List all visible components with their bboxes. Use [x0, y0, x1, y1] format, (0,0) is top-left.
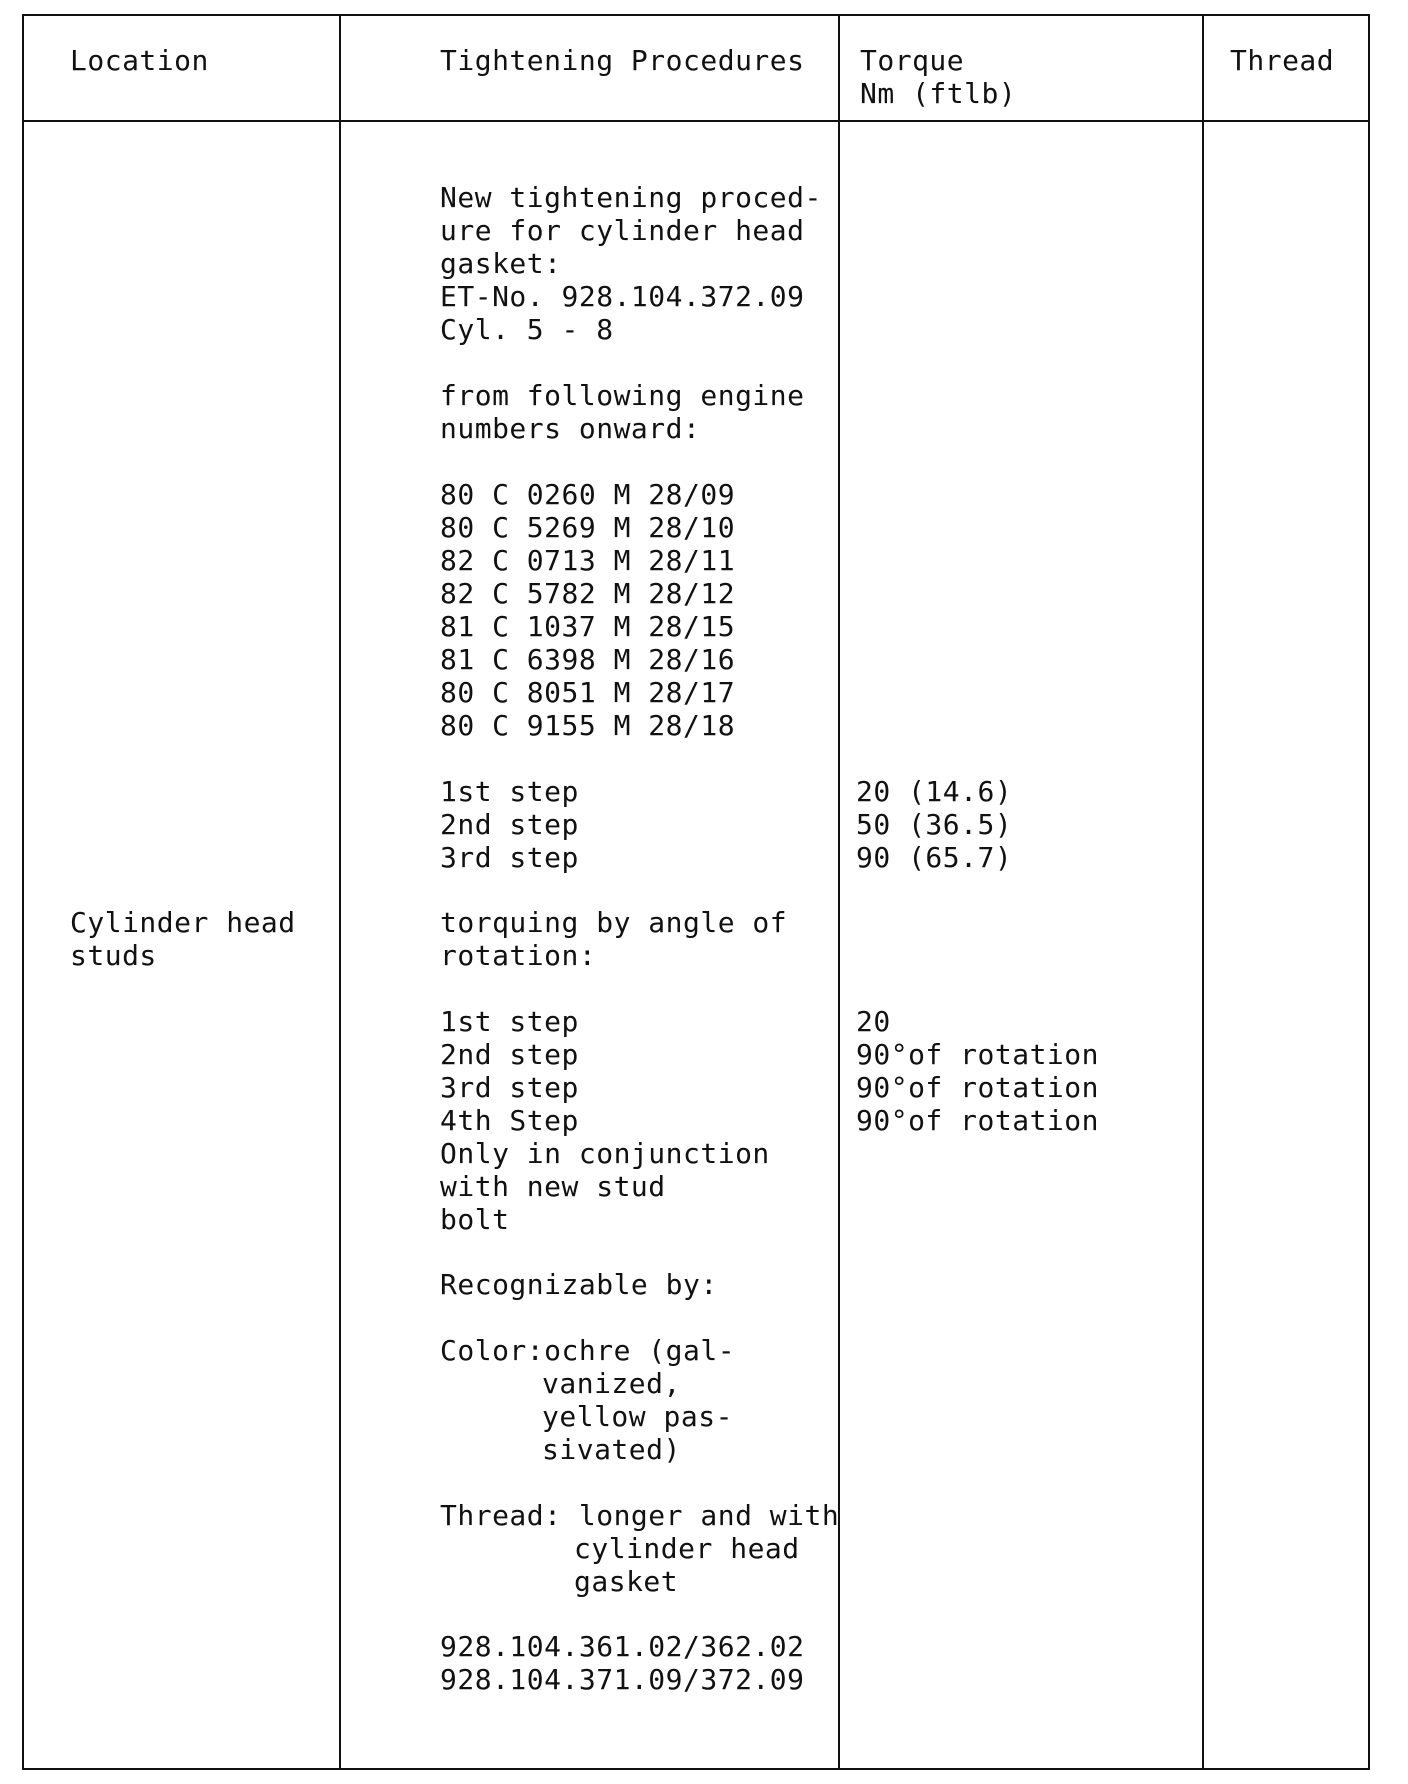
header-thread: Thread	[1230, 44, 1335, 77]
procedure-line: gasket	[574, 1565, 679, 1598]
angle-value-list	[856, 1005, 1099, 1137]
recognizable-label: Recognizable by:	[440, 1268, 718, 1301]
procedure-line: bolt	[440, 1203, 510, 1236]
header-torque	[860, 44, 1016, 110]
engine-number: 82 C 5782 M 28/12	[440, 577, 736, 610]
torque-value: 90 (65.7)	[856, 841, 1013, 874]
angle-heading	[440, 906, 787, 972]
angle-value: 90°of rotation	[856, 1104, 1100, 1137]
procedure-line: cylinder head	[574, 1532, 800, 1565]
torque-step: 1st step	[440, 775, 579, 808]
procedure-line: Color:ochre (gal-	[440, 1334, 736, 1367]
procedure-line: vanized,	[542, 1367, 681, 1400]
engine-number: 81 C 1037 M 28/15	[440, 610, 736, 643]
part-number: 928.104.361.02/362.02	[440, 1630, 805, 1663]
part-number: 928.104.371.09/372.09	[440, 1663, 805, 1696]
procedure-line: torquing by angle of	[440, 906, 788, 939]
location-line: Cylinder head	[70, 906, 296, 939]
angle-step: 3rd step	[440, 1071, 579, 1104]
procedure-line: with new stud	[440, 1170, 666, 1203]
procedure-line: ure for cylinder head	[440, 214, 805, 247]
procedure-line: rotation:	[440, 939, 597, 972]
thread-description	[440, 1499, 839, 1598]
location-line: studs	[70, 939, 157, 972]
angle-step-list	[440, 1005, 770, 1236]
header-torque-line2: Nm (ftlb)	[860, 77, 1017, 110]
procedure-line: numbers onward:	[440, 412, 701, 445]
engine-number: 80 C 5269 M 28/10	[440, 511, 736, 544]
torque-step: 2nd step	[440, 808, 579, 841]
torque-value: 20 (14.6)	[856, 775, 1013, 808]
engine-number: 80 C 0260 M 28/09	[440, 478, 736, 511]
location-cell	[70, 906, 296, 972]
column-divider-1	[339, 14, 341, 1770]
header-torque-line1: Torque	[860, 44, 965, 77]
procedure-line: ET-No. 928.104.372.09	[440, 280, 805, 313]
color-description	[440, 1334, 735, 1466]
header-location: Location	[70, 44, 209, 77]
torque-value: 50 (36.5)	[856, 808, 1013, 841]
angle-step: 2nd step	[440, 1038, 579, 1071]
column-divider-3	[1202, 14, 1204, 1770]
engine-number: 80 C 9155 M 28/18	[440, 709, 736, 742]
procedure-intro	[440, 181, 822, 346]
torque-value-list	[856, 775, 1012, 874]
torque-step-list	[440, 775, 579, 874]
angle-step: 4th Step	[440, 1104, 579, 1137]
engine-number: 80 C 8051 M 28/17	[440, 676, 736, 709]
procedure-line: gasket:	[440, 247, 562, 280]
angle-value: 90°of rotation	[856, 1071, 1100, 1104]
engine-number: 82 C 0713 M 28/11	[440, 544, 736, 577]
torque-step: 3rd step	[440, 841, 579, 874]
angle-value: 20	[856, 1005, 891, 1038]
procedure-line: yellow pas-	[542, 1400, 733, 1433]
angle-value: 90°of rotation	[856, 1038, 1100, 1071]
engine-number: 81 C 6398 M 28/16	[440, 643, 736, 676]
procedure-line: Only in conjunction	[440, 1137, 770, 1170]
engine-number-list	[440, 478, 735, 742]
header-divider	[22, 120, 1370, 122]
procedure-from-note	[440, 379, 805, 445]
procedure-line: New tightening proced-	[440, 181, 822, 214]
procedure-line: Cyl. 5 - 8	[440, 313, 614, 346]
header-procedures: Tightening Procedures	[440, 44, 805, 77]
angle-step: 1st step	[440, 1005, 579, 1038]
procedure-line: from following engine	[440, 379, 805, 412]
procedure-line: sivated)	[542, 1433, 681, 1466]
procedure-line: Thread: longer and with	[440, 1499, 840, 1532]
part-number-list	[440, 1630, 805, 1696]
